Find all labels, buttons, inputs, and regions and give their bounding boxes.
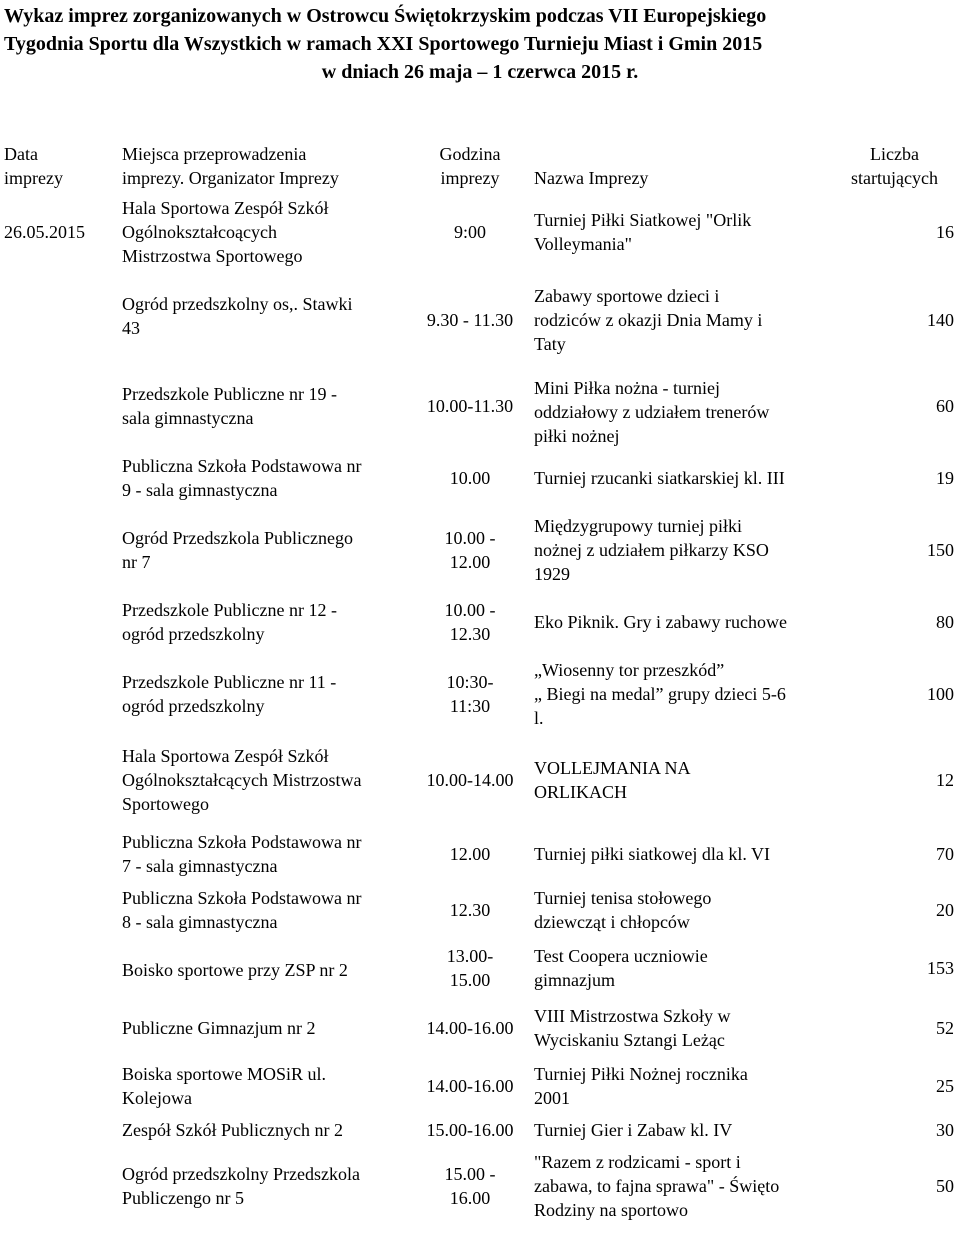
row-1-place: Hala Sportowa Zespół Szkół Ogólnokształcoących Mistrzostwa Sportowego	[122, 198, 329, 266]
row-9-place: Publiczna Szkoła Podstawowa nr 7 - sala gimnastyczna	[122, 832, 362, 876]
row-13-name: Turniej Piłki Nożnej rocznika 2001	[534, 1064, 748, 1108]
event-date: 26.05.2015	[4, 222, 85, 242]
row-11-place: Boisko sportowe przy ZSP nr 2	[122, 960, 348, 980]
row-15-count: 50	[936, 1176, 954, 1196]
row-12-time: 14.00-16.00	[426, 1018, 514, 1038]
row-8-place: Hala Sportowa Zespół Szkół Ogólnokształcących Mistrzostwa Sportowego	[122, 746, 362, 814]
row-11-time: 13.00- 15.00	[446, 946, 494, 990]
row-6-place: Przedszkole Publiczne nr 12 - ogród przedszkolny	[122, 600, 337, 644]
row-7-place: Przedszkole Publiczne nr 11 - ogród przedszkolny	[122, 672, 337, 716]
row-13-place: Boiska sportowe MOSiR ul. Kolejowa	[122, 1064, 327, 1108]
row-5-place: Ogród Przedszkola Publicznego nr 7	[122, 528, 353, 572]
row-7-count: 100	[927, 684, 954, 704]
row-5-name: Międzygrupowy turniej piłki nożnej z udziałem piłkarzy KSO 1929	[534, 516, 769, 584]
title-line-2: Tygodnia Sportu dla Wszystkich w ramach XXI Sportowego Turnieju Miast i Gmin 2015	[4, 33, 763, 55]
row-2-count: 140	[927, 310, 954, 330]
row-12-place: Publiczne Gimnazjum nr 2	[122, 1018, 316, 1038]
row-3-place: Przedszkole Publiczne nr 19 - sala gimnastyczna	[122, 384, 337, 428]
row-15-time: 15.00 - 16.00	[444, 1164, 496, 1208]
row-5-count: 150	[927, 540, 954, 560]
row-14-time: 15.00-16.00	[426, 1120, 514, 1140]
row-10-count: 20	[936, 900, 954, 920]
row-13-time: 14.00-16.00	[426, 1076, 514, 1096]
row-2-name: Zabawy sportowe dzieci i rodziców z okazji Dnia Mamy i Taty	[534, 286, 763, 354]
row-12-name: VIII Mistrzostwa Szkoły w Wyciskaniu Sztangi Leżąc	[534, 1006, 731, 1050]
row-1-time: 9:00	[453, 222, 486, 242]
row-8-time: 10.00-14.00	[426, 770, 514, 790]
row-15-name: "Razem z rodzicami - sport i zabawa, to fajna sprawa" - Święto Rodziny na sportowo	[534, 1152, 780, 1220]
document-title	[0, 2, 960, 86]
row-7-name: „Wiosenny tor przeszkód” „ Biegi na medal” grupy dzieci 5-6 l.	[534, 660, 786, 728]
row-14-place: Zespół Szkół Publicznych nr 2	[122, 1120, 343, 1140]
row-13-count: 25	[936, 1076, 954, 1096]
header-name: Nazwa Imprezy	[534, 168, 649, 188]
row-6-count: 80	[936, 612, 954, 632]
row-4-place: Publiczna Szkoła Podstawowa nr 9 - sala gimnastyczna	[122, 456, 362, 500]
title-line-1: Wykaz imprez zorganizowanych w Ostrowcu Świętokrzyskim podczas VII Europejskiego	[4, 5, 767, 27]
row-5-time: 10.00 - 12.00	[444, 528, 496, 572]
row-10-place: Publiczna Szkoła Podstawowa nr 8 - sala gimnastyczna	[122, 888, 362, 932]
row-2-place: Ogród przedszkolny os,. Stawki 43	[122, 294, 353, 338]
row-4-name: Turniej rzucanki siatkarskiej kl. III	[534, 468, 785, 488]
row-9-time: 12.00	[449, 844, 491, 864]
header-date: Data imprezy	[4, 144, 63, 188]
row-4-time: 10.00	[449, 468, 491, 488]
row-14-name: Turniej Gier i Zabaw kl. IV	[534, 1120, 733, 1140]
header-place: Miejsca przeprowadzenia imprezy. Organizator Imprezy	[122, 144, 339, 188]
row-8-name: VOLLEJMANIA NA ORLIKACH	[534, 758, 691, 802]
row-11-name: Test Coopera uczniowie gimnazjum	[534, 946, 708, 990]
row-1-count: 16	[936, 222, 954, 242]
row-10-time: 12.30	[449, 900, 491, 920]
row-4-count: 19	[936, 468, 954, 488]
header-time: Godzina imprezy	[439, 144, 501, 188]
row-6-time: 10.00 - 12.30	[444, 600, 496, 644]
row-2-time: 9.30 - 11.30	[426, 310, 514, 330]
row-12-count: 52	[936, 1018, 954, 1038]
row-3-name: Mini Piłka nożna - turniej oddziałowy z udziałem trenerów piłki nożnej	[534, 378, 770, 446]
title-line-3: w dniach 26 maja – 1 czerwca 2015 r.	[321, 61, 639, 83]
row-3-count: 60	[936, 396, 954, 416]
row-9-name: Turniej piłki siatkowej dla kl. VI	[534, 844, 770, 864]
row-7-time: 10:30- 11:30	[446, 672, 494, 716]
row-1-name: Turniej Piłki Siatkowej "Orlik Volleymania"	[534, 210, 752, 254]
row-8-count: 12	[936, 770, 954, 790]
row-15-place: Ogród przedszkolny Przedszkola Publiczengo nr 5	[122, 1164, 360, 1208]
row-9-count: 70	[936, 844, 954, 864]
row-6-name: Eko Piknik. Gry i zabawy ruchowe	[534, 612, 787, 632]
header-count: Liczba startujących	[851, 144, 938, 188]
row-10-name: Turniej tenisa stołowego dziewcząt i chłopców	[534, 888, 712, 932]
row-3-time: 10.00-11.30	[426, 396, 514, 416]
row-14-count: 30	[936, 1120, 954, 1140]
row-11-count: 153	[927, 958, 954, 978]
